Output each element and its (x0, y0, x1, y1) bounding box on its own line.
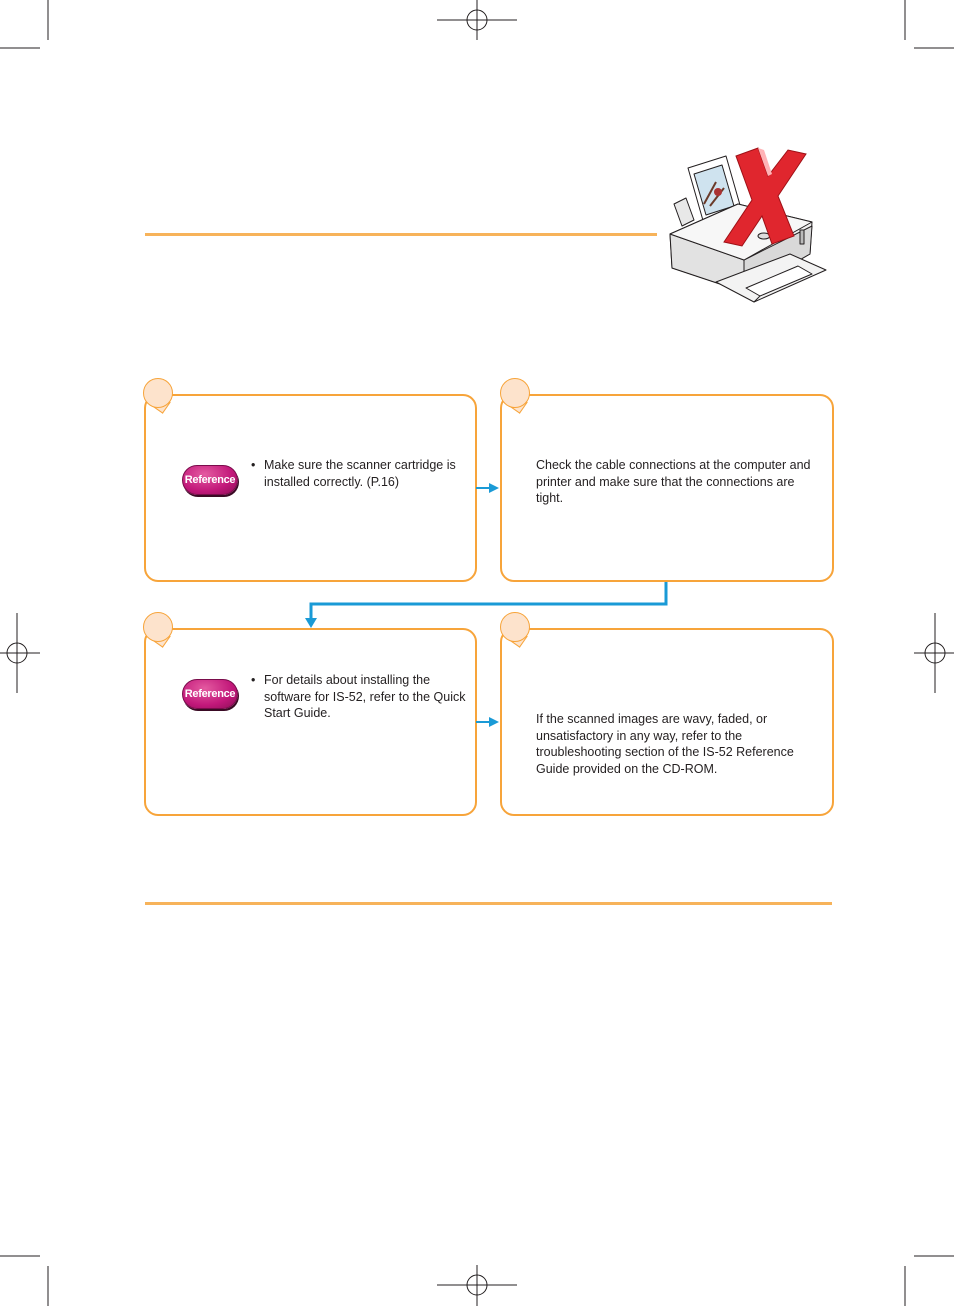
arrow-step3-to-step4 (476, 717, 499, 727)
step-3-reference-badge: Reference (182, 679, 238, 709)
step-3-bullet: • (251, 673, 256, 687)
step-2-text: Check the cable connections at the computer and printer and make sure that the connections are tight. (536, 458, 811, 505)
arrow-step1-to-step2 (476, 483, 499, 493)
step-4-text: If the scanned images are wavy, faded, or unsatisfactory in any way, refer to the troubleshooting section of the IS-52 Reference Guide provided on the CD-ROM. (536, 712, 794, 776)
step-3-text: For details about installing the software for IS-52, refer to the Quick Start Guide. (264, 673, 466, 720)
step-1-bullet: • (251, 458, 256, 472)
step-1-text: Make sure the scanner cartridge is installed correctly. (P.16) (264, 458, 456, 489)
arrow-step2-to-step3 (311, 582, 666, 620)
step-1-reference-badge: Reference (182, 465, 238, 495)
